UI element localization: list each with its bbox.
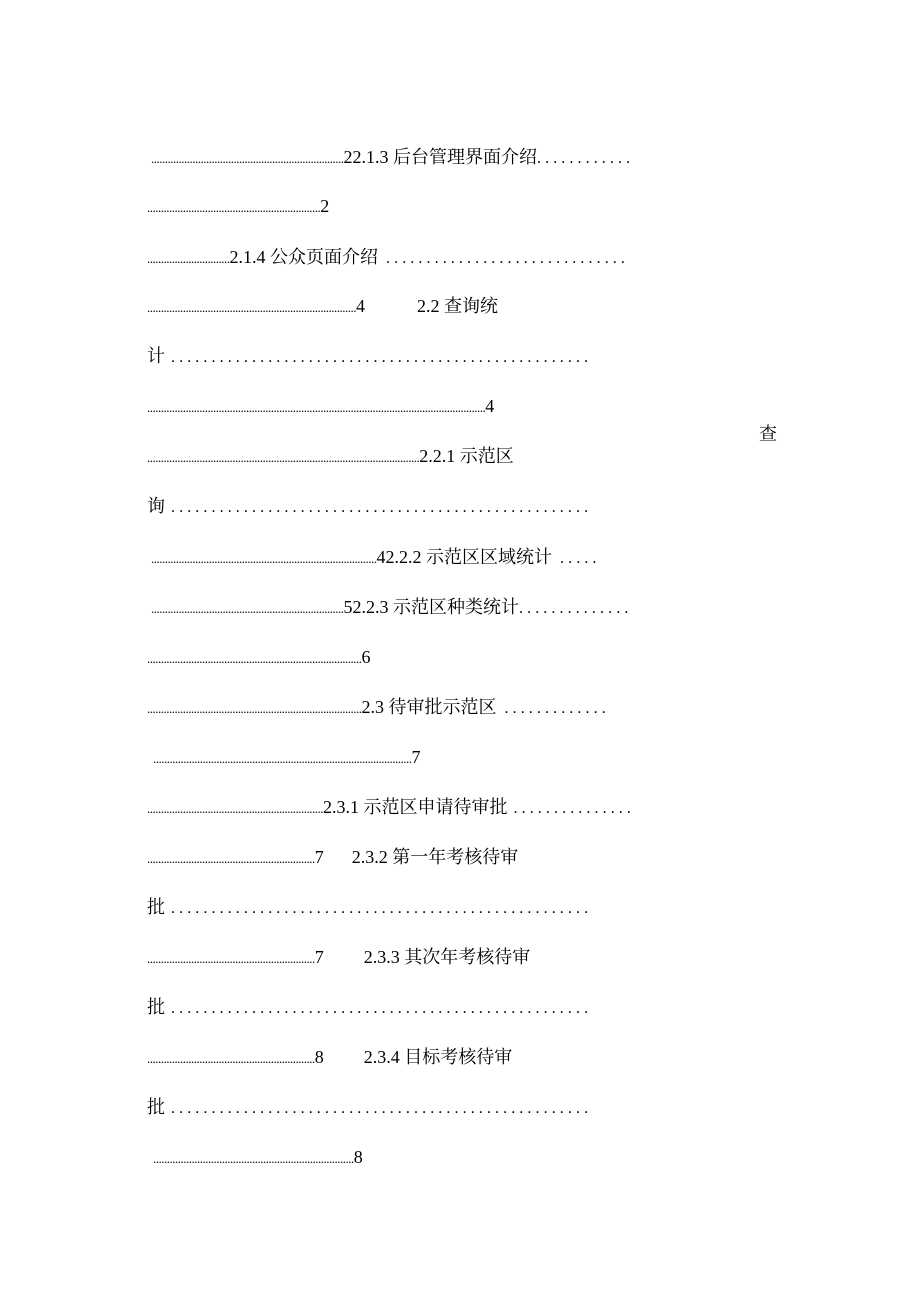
toc-entry-2-2-1-cont[interactable]	[138, 473, 593, 516]
entry-text: 42.2.2 示范区区域统计	[376, 547, 552, 567]
toc-entry-2-1-3[interactable]	[142, 124, 635, 167]
toc-entry-2-3-2-cont[interactable]	[138, 874, 593, 917]
toc-entry-2-3-2[interactable]	[138, 824, 519, 867]
toc-entry-2-2-2[interactable]	[142, 524, 601, 567]
toc-entry-2-3[interactable]	[138, 674, 610, 717]
leader-dots: ....................................................	[171, 900, 593, 917]
leader-dots: ....................................................	[171, 1000, 593, 1017]
entry-text: 计	[147, 346, 165, 366]
leader-dots: ...............	[513, 800, 635, 817]
page-number: 8	[353, 1147, 363, 1167]
entry-text: 52.2.3 示范区种类统计	[343, 597, 519, 617]
toc-entry-2-2-1[interactable]	[138, 423, 514, 466]
entry-text: 2.3.1 示范区申请待审批	[323, 797, 508, 817]
entry-text: 2.2 查询统	[417, 296, 498, 316]
leader-dots: .............................................................	[147, 851, 315, 866]
page-number: 8	[314, 1047, 324, 1067]
leader-dots: .............................................................	[147, 951, 315, 966]
entry-text: 询	[147, 496, 165, 516]
leader-dots: ..................................................................................	[151, 551, 377, 566]
leader-dots: .........................................................................	[153, 1151, 354, 1166]
page-number: 2	[320, 196, 330, 216]
entry-text: 批	[147, 997, 165, 1017]
entry-text: 22.1.3 后台管理界面介绍	[343, 147, 537, 167]
toc-entry-2-2-3[interactable]	[142, 574, 633, 617]
page-number: 6	[361, 647, 371, 667]
leader-dots: ................................................................	[147, 801, 323, 816]
leader-dots: ...................................................................................................	[147, 450, 420, 465]
toc-entry-2-3-3[interactable]	[138, 924, 531, 967]
leader-dots: ...............................................................	[147, 200, 321, 215]
toc-entry-2-3-1[interactable]	[138, 774, 635, 817]
entry-text: 2.3.2 第一年考核待审	[351, 847, 519, 867]
entry-text: 2.2.1 示范区	[419, 446, 514, 466]
toc-entry-2-3-4-cont[interactable]	[138, 1074, 593, 1117]
leader-dots: ....................................................	[171, 499, 593, 516]
leader-dots: ..............	[519, 600, 633, 617]
leader-dots: ............	[537, 150, 635, 167]
leader-dots: ..............................	[386, 250, 629, 267]
entry-text: 2.3.3 其次年考核待审	[363, 947, 531, 967]
toc-entry-2-3-3-cont[interactable]	[138, 974, 593, 1017]
page-number: 4	[485, 396, 495, 416]
leader-dots: ............................................................................	[147, 300, 356, 315]
leader-dots: ....................................................	[171, 1100, 593, 1117]
leader-dots: .....	[560, 550, 601, 567]
entry-text: 2.3.4 目标考核待审	[363, 1047, 513, 1067]
toc-entry-2-1-4[interactable]	[138, 224, 629, 267]
toc-entry-2-2[interactable]	[138, 273, 498, 316]
page-number: 4	[356, 296, 365, 316]
toc-entry-page[interactable]	[144, 724, 421, 767]
toc-entry-2-3-4[interactable]	[138, 1024, 513, 1067]
leader-dots: ......................................................................	[151, 151, 344, 166]
entry-text: 批	[147, 897, 165, 917]
entry-text: 2.1.4 公众页面介绍	[229, 247, 378, 267]
toc-entry-2-2-cont[interactable]	[138, 323, 593, 366]
leader-dots: ...........................................................................................................................	[147, 400, 486, 415]
leader-dots: ..............................................................................................	[153, 751, 412, 766]
page-number: 7	[411, 747, 421, 767]
page-number: 7	[314, 947, 324, 967]
leader-dots: ..............................	[147, 251, 230, 266]
leader-dots: .............	[504, 700, 610, 717]
entry-text: 批	[147, 1097, 165, 1117]
toc-entry-page[interactable]	[144, 1124, 363, 1167]
leader-dots: ....................................................	[171, 349, 593, 366]
entry-text: 2.3 待审批示范区	[361, 697, 497, 717]
leader-dots: ..............................................................................	[147, 651, 362, 666]
toc-entry-page[interactable]	[138, 373, 495, 416]
toc-entry-page[interactable]	[138, 173, 330, 216]
entry-text-right: 查	[759, 424, 777, 444]
leader-dots: ......................................................................	[151, 601, 344, 616]
leader-dots: .............................................................	[147, 1051, 315, 1066]
toc-entry-page[interactable]	[138, 624, 371, 667]
page-number: 7	[314, 847, 324, 867]
leader-dots: ..............................................................................	[147, 701, 362, 716]
